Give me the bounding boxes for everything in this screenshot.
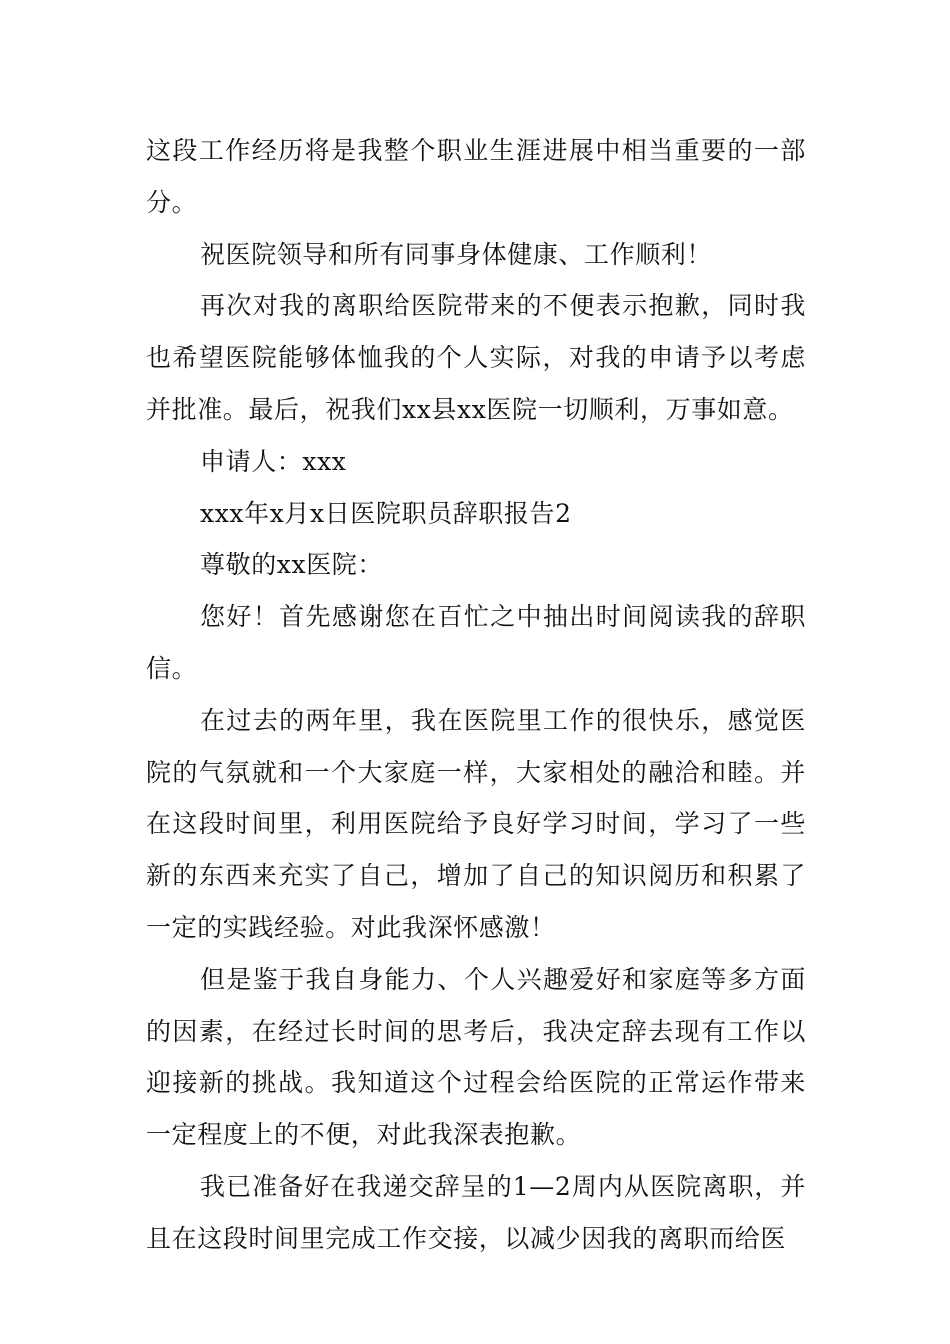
paragraph-continuation: 这段工作经历将是我整个职业生涯进展中相当重要的一部分。 xyxy=(146,136,806,217)
paragraph-reason: 但是鉴于我自身能力、个人兴趣爱好和家庭等多方面的因素，在经过长时间的思考后，我决定辞去现有工作以迎接新的挑战。我知道这个过程会给医院的正常运作带来一定程度上的不便，对此我深表抱歉。 xyxy=(146,964,806,1150)
paragraph-experience: 在过去的两年里，我在医院里工作的很快乐，感觉医院的气氛就和一个大家庭一样，大家相处的融洽和睦。并在这段时间里，利用医院给予良好学习时间，学习了一些新的东西来充实了自己，增加了自己的知识阅历和积累了一定的实践经验。对此我深怀感激！ xyxy=(146,705,806,942)
salutation: 尊敬的xx医院： xyxy=(200,550,383,580)
document-body xyxy=(146,125,806,1265)
applicant-line: 申请人：xxx xyxy=(200,446,347,476)
paragraph-apology: 再次对我的离职给医院带来的不便表示抱歉，同时我也希望医院能够体恤我的个人实际，对我的申请予以考虑并批准。最后，祝我们xx县xx医院一切顺利，万事如意。 xyxy=(146,291,806,424)
paragraph-greeting: 您好！首先感谢您在百忙之中抽出时间阅读我的辞职信。 xyxy=(146,602,806,683)
date-and-report-title: xxx年x月x日医院职员辞职报告2 xyxy=(200,498,572,528)
paragraph-wishes: 祝医院领导和所有同事身体健康、工作顺利！ xyxy=(200,239,713,269)
paragraph-handover: 我已准备好在我递交辞呈的1—2周内从医院离职，并且在这段时间里完成工作交接，以减少因我的离职而给医 xyxy=(146,1171,806,1253)
